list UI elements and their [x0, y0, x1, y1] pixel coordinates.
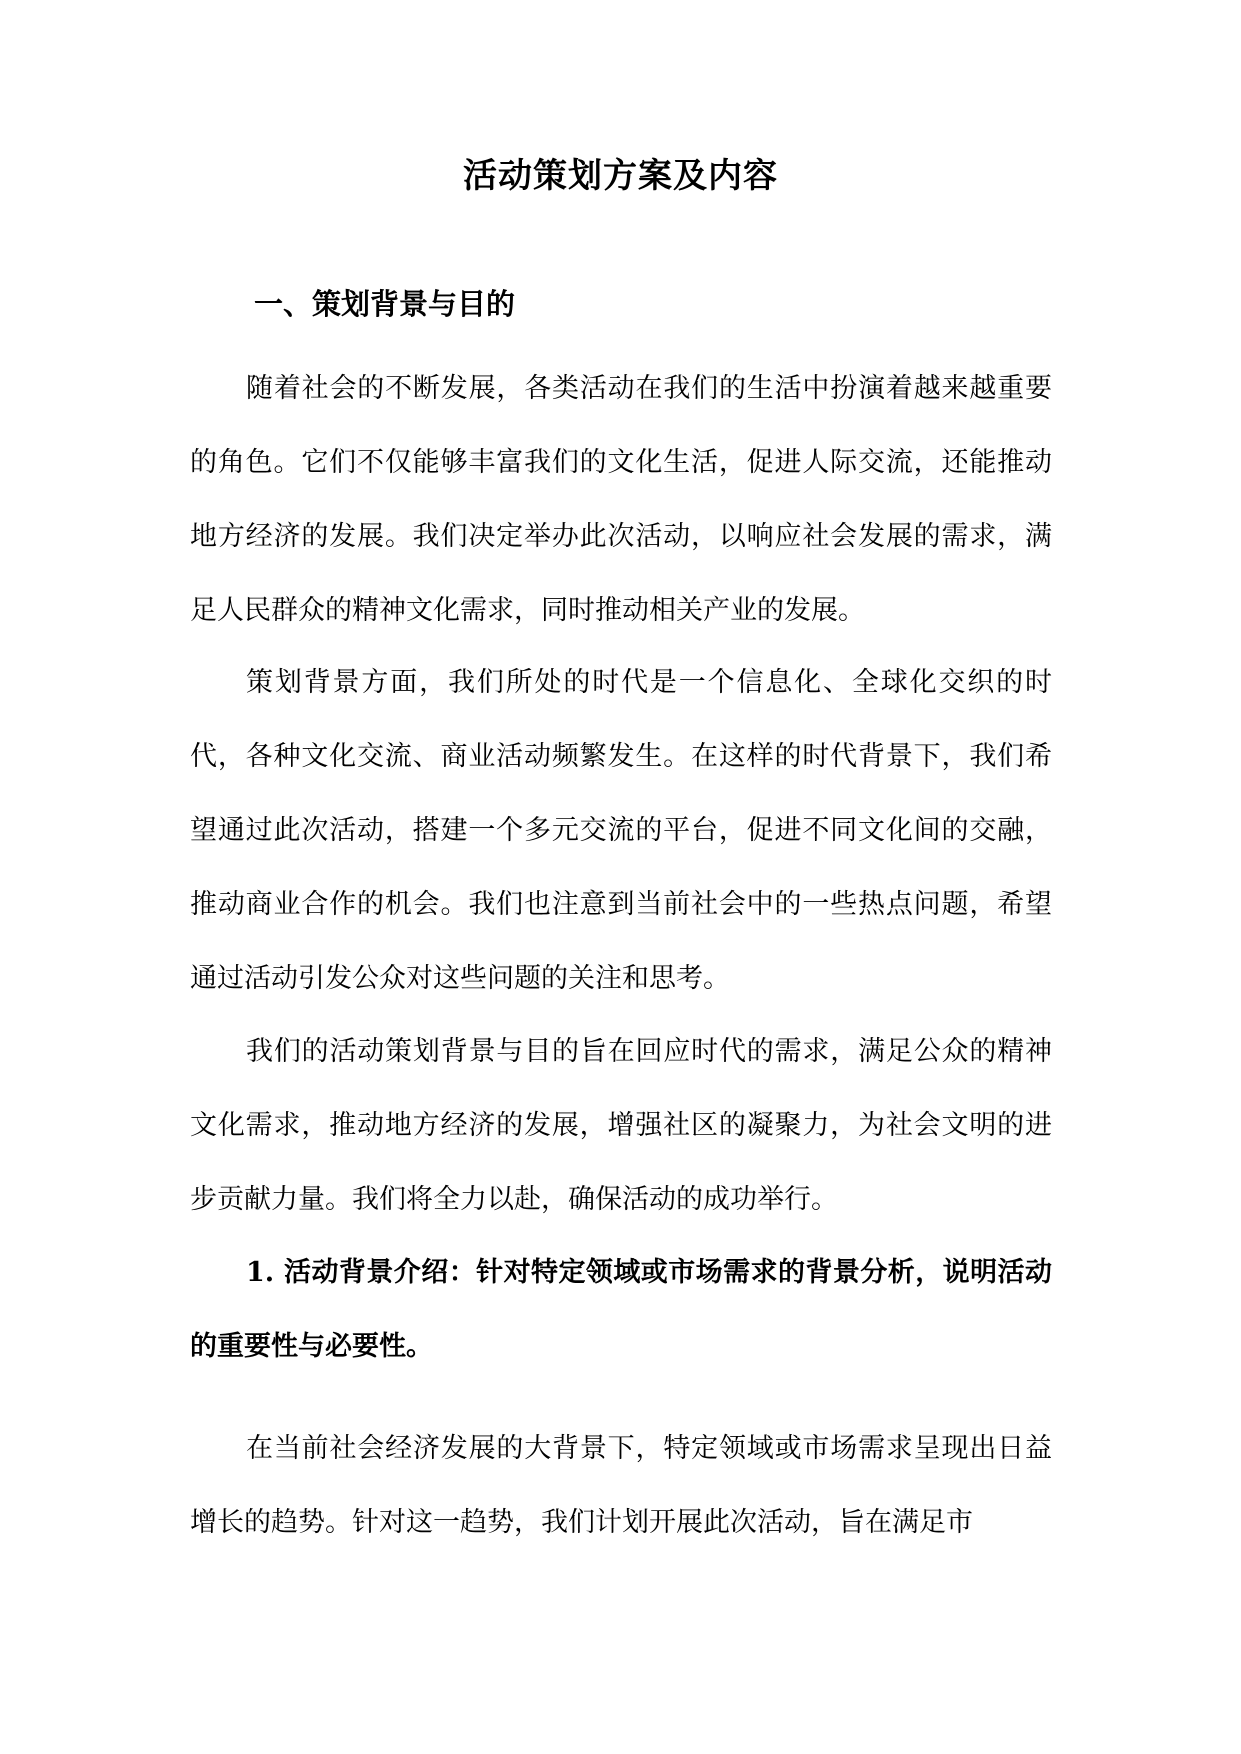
document-title: 活动策划方案及内容: [463, 156, 778, 196]
section-heading: 一、策划背景与目的: [254, 287, 516, 321]
paragraph-2: 策划背景方面，我们所处的时代是一个信息化、全球化交织的时代，各种文化交流、商业活动频繁发生。在这样的时代背景下，我们希望通过此次活动，搭建一个多元交流的平台，促进不同文化间的交融，推动商业合作的机会。我们也注意到当前社会中的一些热点问题，希望通过活动引发公众对这些问题的关注和思考。: [190, 667, 1052, 994]
paragraph-3: 我们的活动策划背景与目的旨在回应时代的需求，满足公众的精神文化需求，推动地方经济的发展，增强社区的凝聚力，为社会文明的进步贡献力量。我们将全力以赴，确保活动的成功举行。: [190, 1036, 1052, 1215]
paragraph-4: 在当前社会经济发展的大背景下，特定领域或市场需求呈现出日益增长的趋势。针对这一趋势，我们计划开展此次活动，旨在满足市: [190, 1433, 1052, 1538]
paragraph-1: 随着社会的不断发展，各类活动在我们的生活中扮演着越来越重要的角色。它们不仅能够丰富我们的文化生活，促进人际交流，还能推动地方经济的发展。我们决定举办此次活动，以响应社会发展的需求，满足人民群众的精神文化需求，同时推动相关产业的发展。: [190, 373, 1052, 626]
subheading: 1. 活动背景介绍：针对特定领域或市场需求的背景分析，说明活动的重要性与必要性。: [190, 1257, 1052, 1362]
